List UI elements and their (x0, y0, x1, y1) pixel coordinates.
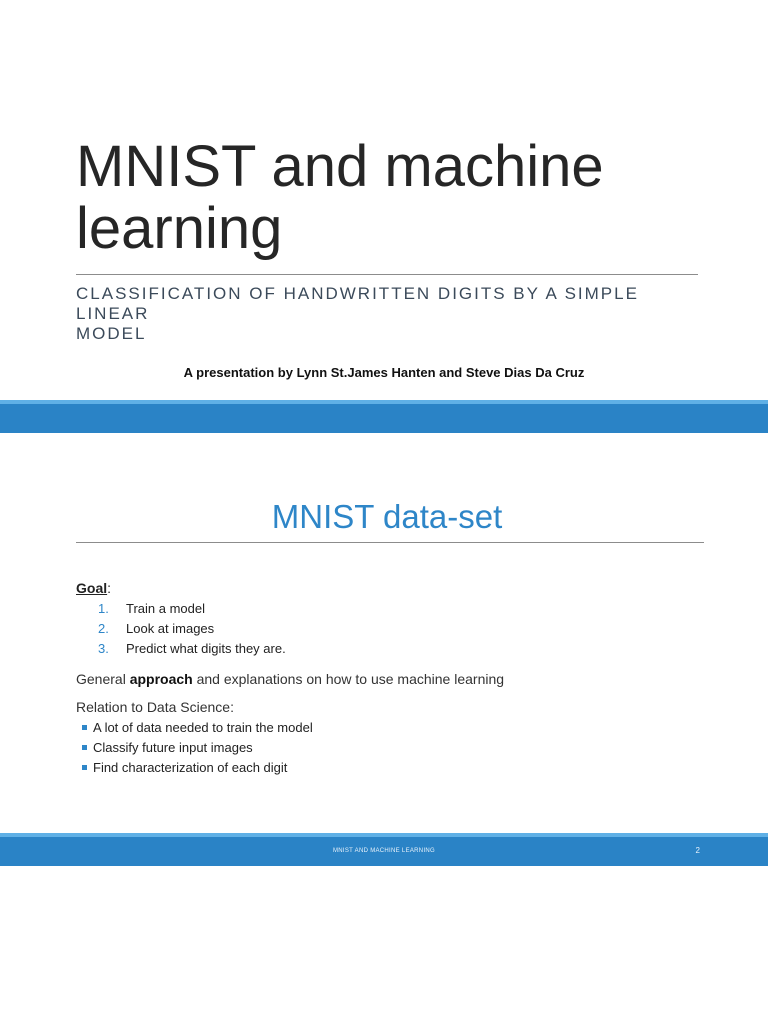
bullet-square-icon (82, 745, 87, 750)
approach-suffix: and explanations on how to use machine learning (192, 671, 505, 687)
approach-paragraph (76, 671, 504, 687)
goal-label: Goal (76, 580, 108, 596)
list-item (98, 640, 286, 660)
slide-title (76, 136, 716, 260)
title-slide (0, 0, 768, 400)
slide-2-title: MNIST data-set (271, 498, 503, 535)
bullet-square-icon (82, 725, 87, 730)
list-number: 2. (98, 621, 109, 636)
list-text: Train a model (126, 601, 205, 616)
list-item (82, 739, 313, 759)
relation-list (82, 719, 313, 779)
subtitle-line-1: CLASSIFICATION OF HANDWRITTEN DIGITS BY A SIMPLE LINEAR (76, 284, 639, 323)
slide-title-line-2: learning (76, 196, 283, 261)
subtitle-line-2: MODEL (76, 324, 147, 343)
list-text: Look at images (126, 621, 215, 636)
slide-separator-band (0, 400, 768, 433)
goal-heading (76, 580, 111, 596)
slide-subtitle (76, 284, 696, 344)
page-number: 2 (695, 846, 700, 855)
goal-colon: : (107, 580, 112, 596)
goal-list (98, 600, 286, 660)
footer-title: MNIST AND MACHINE LEARNING (332, 848, 436, 854)
title-divider (76, 274, 698, 275)
list-item (82, 759, 313, 779)
list-text: A lot of data needed to train the model (93, 720, 313, 735)
list-text: Classify future input images (93, 740, 253, 755)
approach-bold: approach (129, 671, 193, 687)
list-item (82, 719, 313, 739)
list-text: Predict what digits they are. (126, 641, 286, 656)
list-number: 3. (98, 641, 109, 656)
list-item (98, 620, 286, 640)
bullet-square-icon (82, 765, 87, 770)
slide-title-line-1: MNIST and machine (76, 134, 604, 199)
list-text: Find characterization of each digit (93, 760, 288, 775)
slide-footer-band (0, 833, 768, 866)
slide-2-title-divider (76, 542, 704, 543)
list-number: 1. (98, 601, 109, 616)
approach-prefix: General (76, 671, 130, 687)
presenter-byline: A presentation by Lynn St.James Hanten and Steve Dias Da Cruz (183, 365, 585, 380)
list-item (98, 600, 286, 620)
relation-heading: Relation to Data Science: (76, 699, 234, 715)
